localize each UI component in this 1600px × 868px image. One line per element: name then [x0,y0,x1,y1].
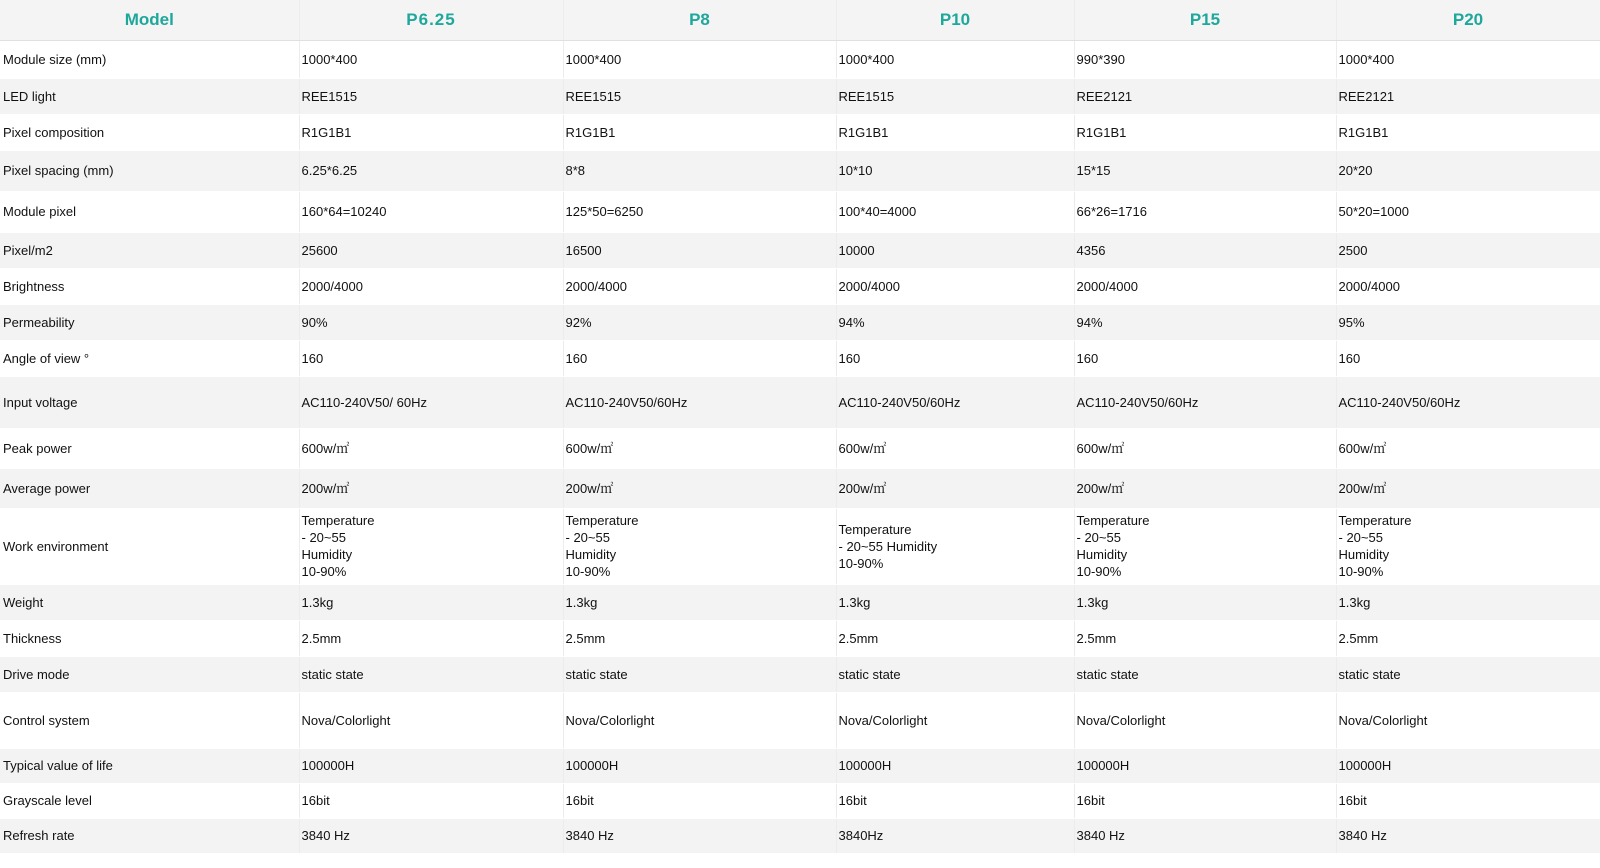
table-cell: 200w/㎡ [299,468,563,508]
table-cell: Nova/Colorlight [1336,692,1600,748]
cell-line: - 20~55 [1076,530,1121,545]
table-cell: 2.5mm [836,620,1074,656]
header-p10: P10 [836,0,1074,40]
table-row [0,304,1600,340]
table-cell: 160*64=10240 [299,191,563,232]
table-cell: AC110-240V50/ 60Hz [299,376,563,428]
table-cell: 25600 [299,232,563,268]
table-cell: 2000/4000 [563,268,836,304]
table-row [0,78,1600,114]
table-row [0,620,1600,656]
table-cell [299,508,563,584]
table-cell: 1000*400 [836,40,1074,78]
table-cell: 100000H [836,748,1074,783]
table-cell: 2000/4000 [1074,268,1336,304]
cell-line: Humidity [1338,547,1390,562]
table-cell: 1.3kg [836,584,1074,620]
row-label: Grayscale level [0,783,299,818]
table-cell: 100000H [1336,748,1600,783]
table-row [0,40,1600,78]
table-cell: 3840 Hz [299,818,563,853]
table-cell: 2.5mm [563,620,836,656]
table-cell: AC110-240V50/60Hz [836,376,1074,428]
row-label: Weight [0,584,299,620]
table-cell: 4356 [1074,232,1336,268]
table-cell [1074,508,1336,584]
table-cell: AC110-240V50/60Hz [1074,376,1336,428]
header-row [0,0,1600,40]
table-cell: 1000*400 [1336,40,1600,78]
row-label: Average power [0,468,299,508]
table-cell: REE2121 [1074,78,1336,114]
table-cell: 1000*400 [563,40,836,78]
table-cell: R1G1B1 [836,114,1074,150]
table-cell: 66*26=1716 [1074,191,1336,232]
cell-line: - 20~55 Humidity [838,538,938,554]
table-cell: 1.3kg [563,584,836,620]
table-cell: Nova/Colorlight [1074,692,1336,748]
table-cell: 600w/㎡ [563,428,836,468]
table-cell: 160 [299,340,563,376]
table-cell: 94% [836,304,1074,340]
table-cell: 1.3kg [1074,584,1336,620]
table-cell: Nova/Colorlight [836,692,1074,748]
table-cell: 2000/4000 [299,268,563,304]
row-label: Brightness [0,268,299,304]
table-row [0,340,1600,376]
table-cell: 160 [836,340,1074,376]
table-cell: 94% [1074,304,1336,340]
table-cell: 2000/4000 [1336,268,1600,304]
row-label: Pixel spacing (mm) [0,150,299,191]
table-row [0,232,1600,268]
cell-line: 10-90% [301,564,347,579]
table-cell: 6.25*6.25 [299,150,563,191]
table-cell: 1000*400 [299,40,563,78]
table-row [0,508,1600,584]
row-label: Control system [0,692,299,748]
cell-line: Humidity [301,547,353,562]
table-cell: static state [836,656,1074,692]
table-cell: 200w/㎡ [563,468,836,508]
cell-line: - 20~55 [1338,530,1383,545]
table-cell: 160 [1074,340,1336,376]
table-cell: 200w/㎡ [1336,468,1600,508]
cell-line: Humidity [565,547,617,562]
cell-line: - 20~55 [301,530,346,545]
table-cell: 600w/㎡ [299,428,563,468]
table-cell: Nova/Colorlight [563,692,836,748]
table-row [0,191,1600,232]
row-label: Input voltage [0,376,299,428]
table-row [0,692,1600,748]
row-label: Thickness [0,620,299,656]
table-cell: 600w/㎡ [1336,428,1600,468]
cell-line: 10-90% [1076,564,1122,579]
table-row [0,783,1600,818]
table-cell: AC110-240V50/60Hz [1336,376,1600,428]
table-cell: 3840 Hz [1074,818,1336,853]
table-cell: 16500 [563,232,836,268]
row-label: Module pixel [0,191,299,232]
table-cell: 3840 Hz [563,818,836,853]
table-cell: 92% [563,304,836,340]
table-cell: 200w/㎡ [1074,468,1336,508]
table-cell: 2.5mm [1336,620,1600,656]
cell-line: Temperature [838,521,912,537]
table-cell: REE1515 [299,78,563,114]
table-cell [1336,508,1600,584]
cell-line: Temperature [301,513,375,528]
row-label: Pixel/m2 [0,232,299,268]
table-row [0,376,1600,428]
table-cell: Nova/Colorlight [299,692,563,748]
table-row [0,584,1600,620]
table-row [0,468,1600,508]
cell-line: Temperature [1338,513,1412,528]
header-p6-25: P6.25 [299,0,563,40]
header-model: Model [0,0,299,40]
table-cell: 2.5mm [1074,620,1336,656]
table-row [0,748,1600,783]
table-cell: static state [1336,656,1600,692]
table-cell [563,508,836,584]
table-cell: 600w/㎡ [836,428,1074,468]
table-cell: 600w/㎡ [1074,428,1336,468]
table-cell: 20*20 [1336,150,1600,191]
table-cell: REE1515 [836,78,1074,114]
table-cell: 160 [563,340,836,376]
table-cell [836,508,1074,584]
table-cell: 100000H [1074,748,1336,783]
table-cell: 8*8 [563,150,836,191]
table-cell: 100*40=4000 [836,191,1074,232]
header-p8: P8 [563,0,836,40]
table-row [0,114,1600,150]
table-cell: 15*15 [1074,150,1336,191]
row-label: Work environment [0,508,299,584]
table-row [0,268,1600,304]
table-cell: 3840 Hz [1336,818,1600,853]
table-cell: 16bit [563,783,836,818]
table-cell: 16bit [1336,783,1600,818]
table-cell: static state [299,656,563,692]
table-cell: 2500 [1336,232,1600,268]
row-label: Permeability [0,304,299,340]
table-row [0,818,1600,853]
row-label: Refresh rate [0,818,299,853]
table-row [0,150,1600,191]
table-cell: 1.3kg [1336,584,1600,620]
table-cell: REE1515 [563,78,836,114]
cell-line: Humidity [1076,547,1128,562]
cell-line: - 20~55 [565,530,610,545]
table-cell: 160 [1336,340,1600,376]
table-cell: 16bit [836,783,1074,818]
header-p15: P15 [1074,0,1336,40]
table-cell: 16bit [1074,783,1336,818]
row-label: LED light [0,78,299,114]
row-label: Drive mode [0,656,299,692]
row-label: Typical value of life [0,748,299,783]
header-p20: P20 [1336,0,1600,40]
table-cell: R1G1B1 [1336,114,1600,150]
table-cell: 125*50=6250 [563,191,836,232]
table-cell: 100000H [299,748,563,783]
table-cell: R1G1B1 [299,114,563,150]
table-cell: static state [563,656,836,692]
table-cell: 2.5mm [299,620,563,656]
cell-line: Temperature [565,513,639,528]
table-cell: 990*390 [1074,40,1336,78]
row-label: Module size (mm) [0,40,299,78]
table-cell: 10000 [836,232,1074,268]
table-cell: R1G1B1 [1074,114,1336,150]
table-cell: REE2121 [1336,78,1600,114]
table-cell: 50*20=1000 [1336,191,1600,232]
table-row [0,428,1600,468]
cell-line: 10-90% [565,564,611,579]
cell-line: 10-90% [1338,564,1384,579]
table-cell: 16bit [299,783,563,818]
table-cell: 95% [1336,304,1600,340]
table-cell: 100000H [563,748,836,783]
cell-line: Temperature [1076,513,1150,528]
table-cell: 1.3kg [299,584,563,620]
table-cell: 200w/㎡ [836,468,1074,508]
row-label: Pixel composition [0,114,299,150]
table-cell: 10*10 [836,150,1074,191]
table-row [0,656,1600,692]
table-cell: R1G1B1 [563,114,836,150]
table-cell: AC110-240V50/60Hz [563,376,836,428]
row-label: Peak power [0,428,299,468]
table-cell: 3840Hz [836,818,1074,853]
table-cell: 90% [299,304,563,340]
cell-line: 10-90% [838,555,884,571]
table-cell: 2000/4000 [836,268,1074,304]
row-label: Angle of view ° [0,340,299,376]
table-cell: static state [1074,656,1336,692]
